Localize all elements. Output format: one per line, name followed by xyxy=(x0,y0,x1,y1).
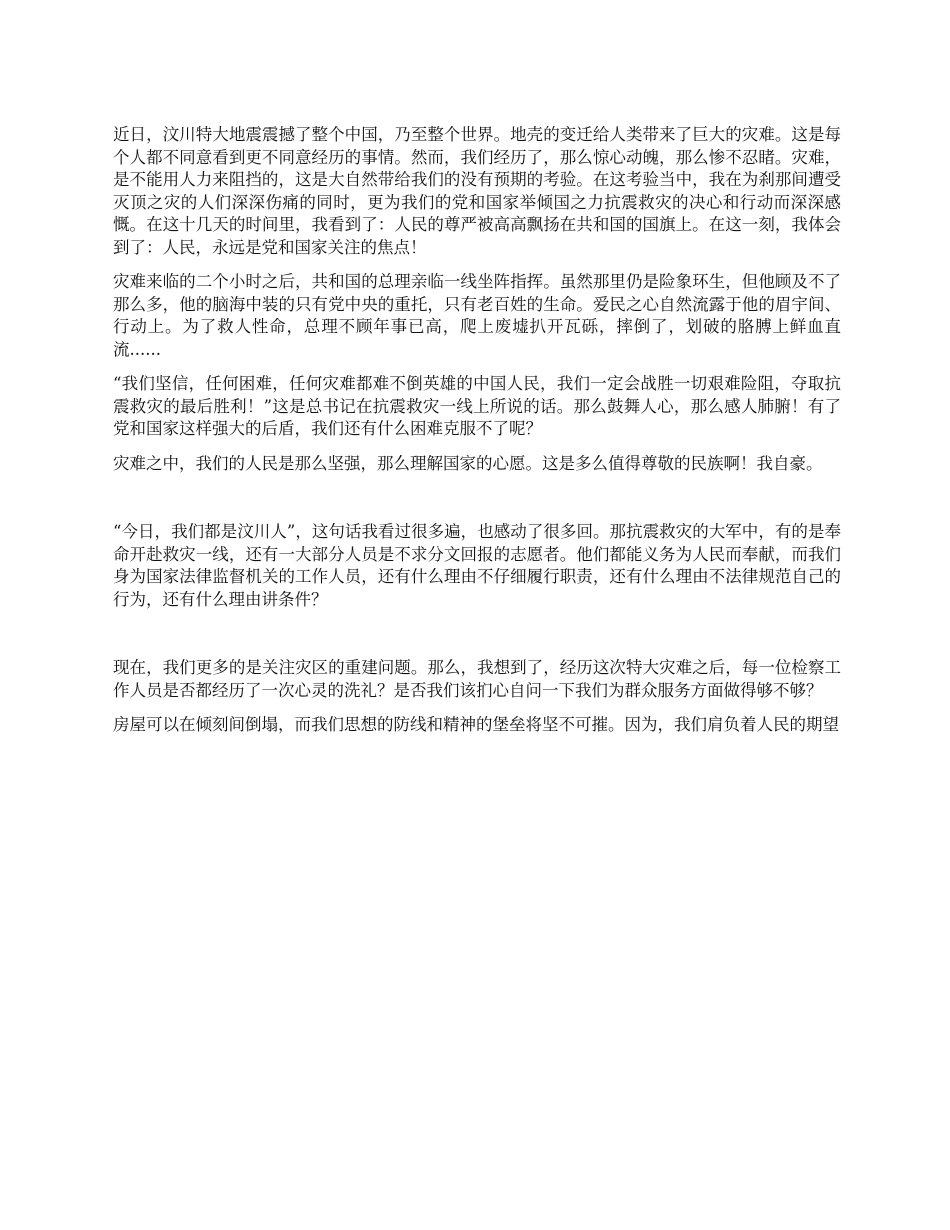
paragraph-2: 灾难来临的二个小时之后，共和国的总理亲临一线坐阵指挥。虽然那里仍是险象环生，但他顾及不了那么多，他的脑海中装的只有党中央的重托，只有老百姓的生命。爱民之心自然流露于他的眉宇间、行动上。为了救人性命，总理不顾年事已高，爬上废墟扒开瓦砾，摔倒了，划破的胳膊上鲜血直流...... xyxy=(113,272,841,359)
paragraph-1: 近日，汶川特大地震震撼了整个中国，乃至整个世界。地壳的变迁给人类带来了巨大的灾难。这是每个人都不同意看到更不同意经历的事情。然而，我们经历了，那么惊心动魄，那么惨不忍睹。灾难，是不能用人力来阻挡的，这是大自然带给我们的没有预期的考验。在这考验当中，我在为刹那间遭受灭顶之灾的人们深深伤痛的同时，更为我们的党和国家举倾国之力抗震救灾的决心和行动而深深感慨。在这十几天的时间里，我看到了：人民的尊严被高高飘扬在共和国的国旗上。在这一刻，我体会到了：人民，永远是党和国家关注的焦点！ xyxy=(113,125,841,257)
paragraph-3: “我们坚信，任何困难，任何灾难都难不倒英雄的中国人民，我们一定会战胜一切艰难险阻，夺取抗震救灾的最后胜利！”这是总书记在抗震救灾一线上所说的话。那么鼓舞人心，那么感人肺腑！有了党和国家这样强大的后盾，我们还有什么困难克服不了呢？ xyxy=(113,374,841,438)
paragraph-6: 现在，我们更多的是关注灾区的重建问题。那么，我想到了，经历这次特大灾难之后，每一位检察工作人员是否都经历了一次心灵的洗礼？是否我们该扪心自问一下我们为群众服务方面做得够不够？ xyxy=(113,658,841,700)
paragraph-4: 灾难之中，我们的人民是那么坚强，那么理解国家的心愿。这是多么值得尊敬的民族啊！我自豪。 xyxy=(113,453,823,473)
paragraph-spacer xyxy=(113,487,841,521)
paragraph-7: 房屋可以在倾刻间倒塌，而我们思想的防线和精神的堡垒将坚不可摧。因为，我们肩负着人民的期望 xyxy=(113,715,839,734)
paragraph-spacer xyxy=(113,623,841,657)
document-body xyxy=(113,124,841,749)
paragraph-5: “今日，我们都是汶川人”，这句话我看过很多遍，也感动了很多回。那抗震救灾的大军中，有的是奉命开赴救灾一线，还有一大部分人员是不求分文回报的志愿者。他们都能义务为人民而奉献，而我们身为国家法律监督机关的工作人员，还有什么理由不仔细履行职责，还有什么理由不法律规范自己的行为，还有什么理由讲条件？ xyxy=(113,522,841,609)
